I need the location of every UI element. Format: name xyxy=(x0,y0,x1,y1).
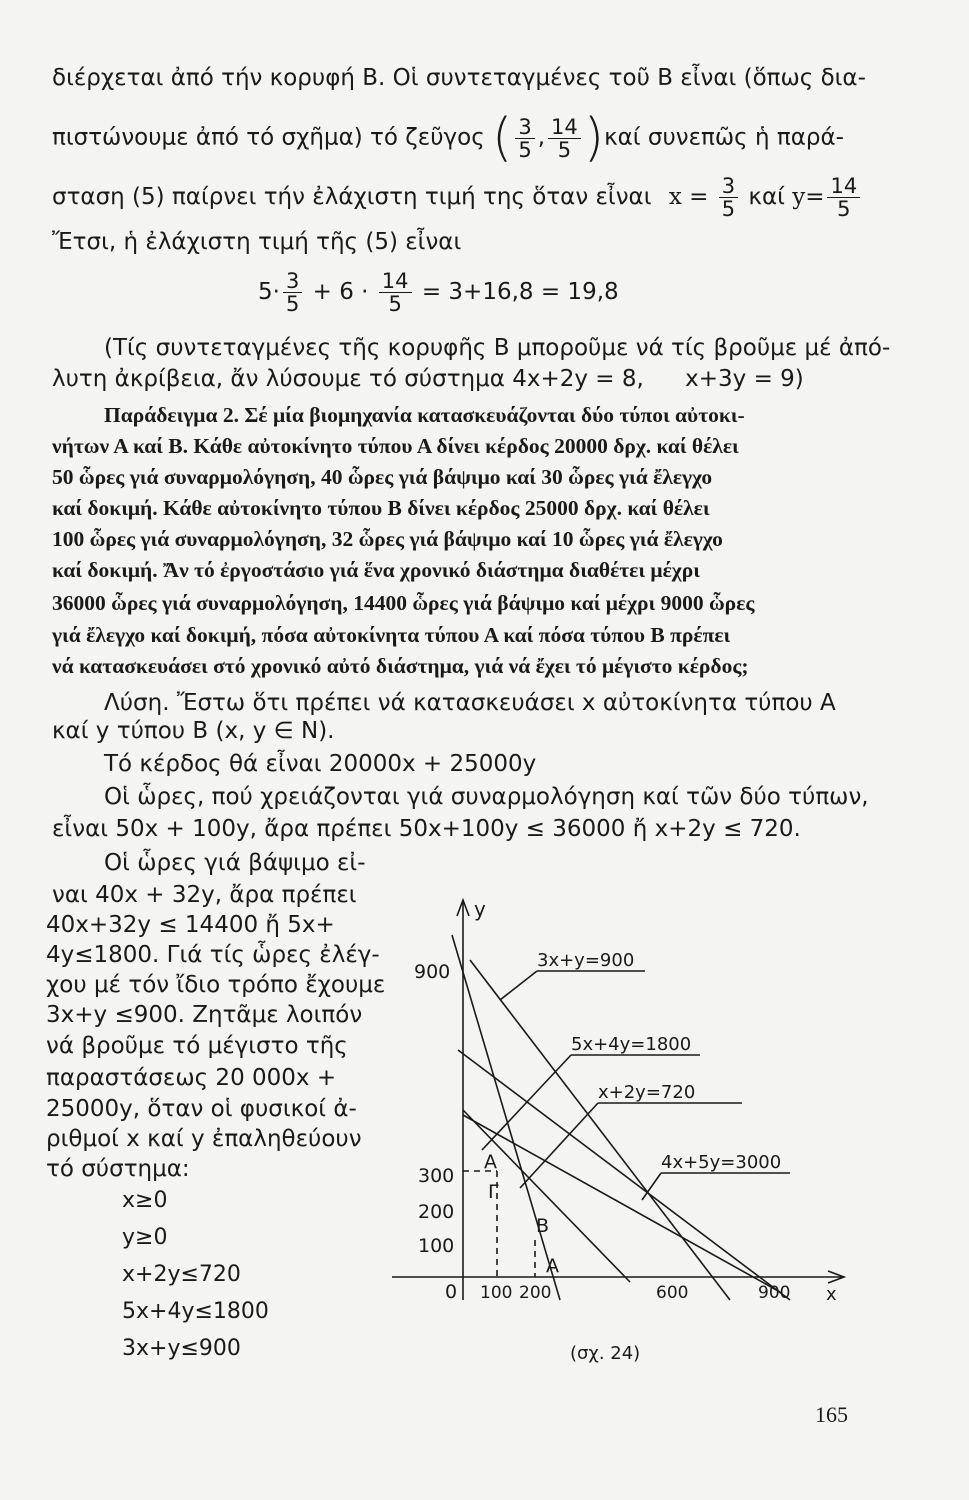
point-label-A-axis: Α xyxy=(546,1255,559,1277)
column-line: 4y≤1800. Γιά τίς ὧρες ἐλέγ- xyxy=(46,942,380,968)
text-span: x+3y = 9) xyxy=(685,366,804,392)
leader-arrow xyxy=(500,971,537,1000)
example-line: γιά ἔλεγχο καί δοκιμή, πόσα αὐτοκίνητα τύπου Α καί πόσα τύπου Β πρέπει xyxy=(52,623,731,647)
y-tick-label: 100 xyxy=(418,1235,455,1257)
example-line: καί δοκιμή. Ἄν τό ἐργοστάσιο γιά ἕνα χρονικό διάστημα διαθέτει μέχρι xyxy=(52,558,700,582)
point-label-B: Β xyxy=(536,1215,550,1237)
column-line: ριθμοί x καί y ἐπαληθεύουν xyxy=(46,1126,362,1152)
inequality: x≥0 xyxy=(122,1188,168,1213)
column-line: παραστάσεως 20 000x + xyxy=(46,1065,337,1091)
leader-arrow xyxy=(520,1103,598,1188)
point-label-A: Α xyxy=(484,1151,497,1173)
column-line: χου μέ τόν ἴδιο τρόπο ἔχουμε xyxy=(46,972,386,998)
y-tick-label: 300 xyxy=(418,1165,455,1187)
eq-part: 5· xyxy=(258,279,280,305)
fraction: $\frac{14}{5}$ xyxy=(548,116,581,161)
page-number: 165 xyxy=(815,1402,848,1427)
close-paren: ) xyxy=(583,108,605,168)
column-line: νά βροῦμε τό μέγιστο τῆς xyxy=(46,1033,348,1059)
fraction: $\frac{3}{5}$ xyxy=(515,116,534,161)
column-line: ναι 40x + 32y, ἄρα πρέπει xyxy=(52,882,357,908)
example-line: καί δοκιμή. Κάθε αὐτοκίνητο τύπου Β δίνει κέρδος 25000 δρχ. καί θέλει xyxy=(52,496,710,520)
example-line: νήτων Α καί Β. Κάθε αὐτοκίνητο τύπου Α δίνει κέρδος 20000 δρχ. καί θέλει xyxy=(52,434,739,458)
text-line-with-pair xyxy=(52,108,844,168)
text-span: λυτη ἀκρίβεια, ἄν λύσουμε τό σύστημα 4x+2y = 8, xyxy=(52,366,644,392)
fraction: $\frac{14}{5}$ xyxy=(379,270,412,315)
column-line: 3x+y ≤900. Ζητᾶμε λοιπόν xyxy=(46,1002,363,1028)
text-span: καί συνεπῶς ἡ παρά- xyxy=(604,124,844,151)
column-line: Οἱ ὧρες γιά βάψιμο εἰ- xyxy=(104,850,366,876)
text-line: (Τίς συντεταγμένες τῆς κορυφῆς Β μποροῦμε νά τίς βροῦμε μέ ἀπό- xyxy=(104,335,891,361)
inequality: 5x+4y≤1800 xyxy=(122,1299,269,1324)
line-label: 3x+y=900 xyxy=(537,950,635,971)
fraction: $\frac{14}{5}$ xyxy=(827,175,860,220)
leader-arrow xyxy=(482,1055,571,1150)
example-line: 50 ὧρες γιά συναρμολόγηση, 40 ὧρες γιά βάψιμο καί 30 ὧρες γιά ἔλεγχο xyxy=(52,465,713,489)
x-tick-label: 900 xyxy=(758,1283,791,1303)
y-tick-label: 900 xyxy=(414,961,451,983)
example-line: 36000 ὧρες γιά συναρμολόγηση, 14400 ὧρες γιά βάψιμο καί μέχρι 9000 ὧρες xyxy=(52,591,755,615)
inequality: x+2y≤720 xyxy=(122,1262,241,1287)
equation xyxy=(258,270,619,315)
eq-part: + 6 · xyxy=(312,279,369,305)
axis-x-label: x xyxy=(826,1284,837,1305)
origin-label: 0 xyxy=(445,1281,458,1303)
x-tick-label: 100 xyxy=(480,1283,513,1303)
comma: , xyxy=(537,124,546,151)
line-label: x+2y=720 xyxy=(598,1082,696,1103)
example-line: Παράδειγμα 2. Σέ μία βιομηχανία κατασκευάζονται δύο τύποι αὐτοκι- xyxy=(104,403,745,427)
text-span: σταση (5) παίρνει τήν ἐλάχιστη τιμή της ὅταν εἶναι xyxy=(52,184,652,210)
column-line: 40x+32y ≤ 14400 ἤ 5x+ xyxy=(46,912,335,938)
point-label-Gamma: Γ xyxy=(488,1181,499,1203)
text-line-with-fractions xyxy=(52,175,863,220)
math-y: y= xyxy=(792,184,825,210)
fraction: $\frac{3}{5}$ xyxy=(719,175,738,220)
solution-line: Οἱ ὧρες, πού χρειάζονται γιά συναρμολόγηση καί τῶν δύο τύπων, xyxy=(104,784,869,810)
fraction: $\frac{3}{5}$ xyxy=(283,270,302,315)
example-line: νά κατασκευάσει στό χρονικό αὐτό διάστημα, γιά νά ἔχει τό μέγιστο κέρδος; xyxy=(52,654,749,678)
column-line: τό σύστημα: xyxy=(46,1156,190,1182)
x-tick-label: 200 xyxy=(519,1283,552,1303)
x-tick-label: 600 xyxy=(656,1283,689,1303)
line-4x-5y-3000 xyxy=(463,1115,780,1292)
text-line: Ἔτσι, ἡ ἐλάχιστη τιμή τῆς (5) εἶναι xyxy=(52,229,462,255)
y-tick-label: 200 xyxy=(418,1201,455,1223)
line-label: 5x+4y=1800 xyxy=(571,1034,692,1055)
column-line: 25000y, ὅταν οἱ φυσικοί ἀ- xyxy=(46,1096,357,1122)
figure-24 xyxy=(380,880,860,1340)
open-paren: ( xyxy=(492,108,513,168)
inequality: y≥0 xyxy=(122,1225,168,1250)
text-span: πιστώνουμε ἀπό τό σχῆμα) τό ζεῦγος xyxy=(52,124,485,151)
eq-part: = 3+16,8 = 19,8 xyxy=(421,279,619,305)
axis-y-label: y xyxy=(474,897,486,921)
inequality: 3x+y≤900 xyxy=(122,1336,241,1361)
text-line xyxy=(52,364,804,394)
solution-line: καί y τύπου Β (x, y ∈ N). xyxy=(52,718,335,744)
figure-caption: (σχ. 24) xyxy=(570,1343,641,1364)
math-x: x = xyxy=(668,184,709,210)
example-line: 100 ὧρες γιά συναρμολόγηση, 32 ὧρες γιά βάψιμο καί 10 ὧρες γιά ἔλεγχο xyxy=(52,527,723,551)
solution-line: εἶναι 50x + 100y, ἄρα πρέπει 50x+100y ≤ 36000 ἤ x+2y ≤ 720. xyxy=(52,816,801,842)
text-span: καί xyxy=(748,184,785,210)
solution-line: Λύση. Ἔστω ὅτι πρέπει νά κατασκευάσει x αὐτοκίνητα τύπου Α xyxy=(104,690,836,716)
line-label: 4x+5y=3000 xyxy=(661,1152,782,1173)
text-line: διέρχεται ἀπό τήν κορυφή Β. Οἱ συντεταγμένες τοῦ Β εἶναι (ὅπως δια- xyxy=(52,65,866,91)
solution-line: Τό κέρδος θά εἶναι 20000x + 25000y xyxy=(104,751,537,777)
